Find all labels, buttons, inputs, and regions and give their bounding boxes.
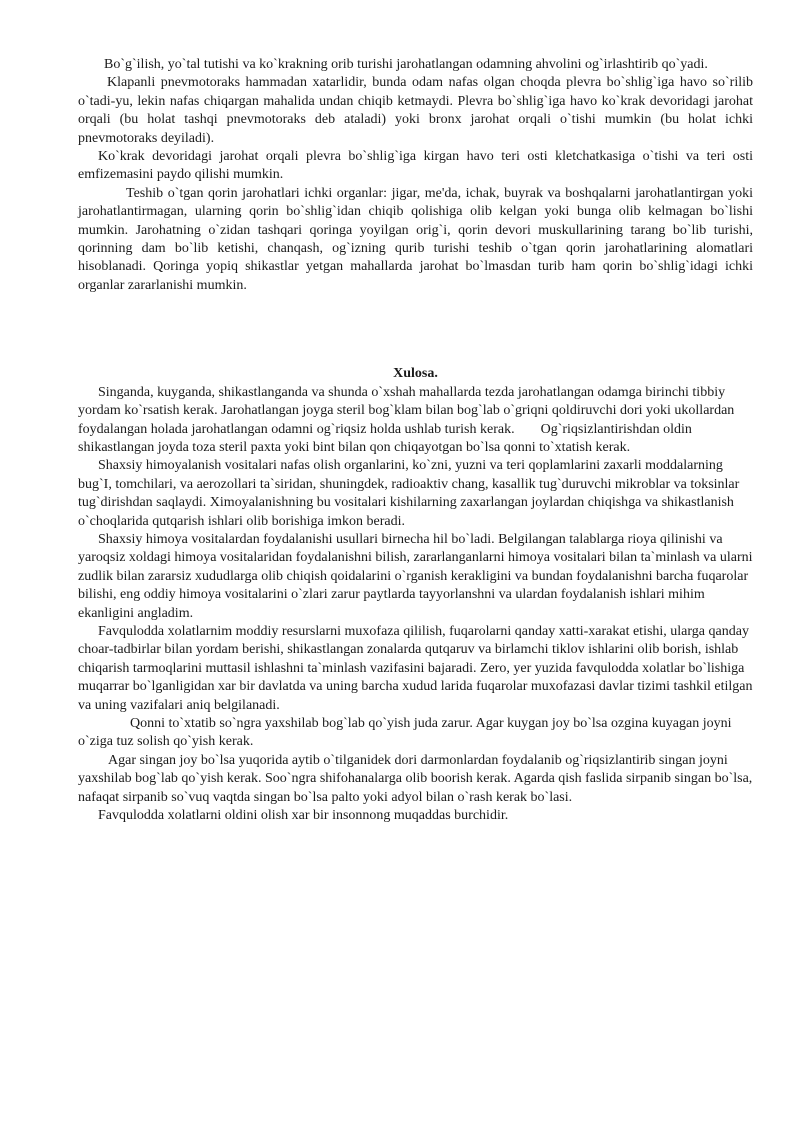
document-page	[78, 56, 753, 825]
conclusion-paragraph-burns: Qonni to`xtatib so`ngra yaxshilab bog`lab qo`yish juda zarur. Agar kuygan joy bo`lsa ozgina kuyagan joyni o`ziga tuz solish qo`yish kerak.	[78, 716, 732, 750]
conclusion-paragraph-fractures: Agar singan joy bo`lsa yuqorida aytib o`tilganidek dori darmonlardan foydalanib og`riqsizlantirib singan joyni yaxshilab bog`lab qo`yish kerak. Soo`ngra shifohanalarga olib boorish kerak. Agarda qish faslida sirpanib singan bo`lsa, nafaqat sirpanib so`vuq vaqtda singan bo`lsa palto yoki adyol bilan o`rash kerak bo`lasi.	[78, 752, 753, 805]
paragraph-valve-pneumothorax: Klapanli pnevmotoraks hammadan xatarlidir, bunda odam nafas olgan choqda plevra bo`shlig`iga havo so`rilib o`tadi-yu, lekin nafas chiqargan mahalida undan chiqib ketmaydi. Plevra bo`shlig`iga havo ko`krak devoridagi jarohat orqali (bu holat tashqi pnevmotoraks deb ataladi) yoki bronx jarohat orqali o`tishi mumkin (bu holat ichki pnevmotoraks deyiladi).	[78, 75, 753, 146]
paragraph-choking: Bo`g`ilish, yo`tal tutishi va ko`krakning orib turishi jarohatlangan odamning ahvolini og`irlashtirib qo`yadi.	[104, 57, 708, 72]
conclusion-first-aid-bleeding: Og`riqsizlantirishdan oldin shikastlangan joyda toza steril paxta yoki bint bilan qon chiqayotgan bo`lsa qonni to`xtatish kerak.	[78, 421, 692, 455]
conclusion-paragraph-protection: Shaxsiy himoyalanish vositalari nafas olish organlarini, ko`zni, yuzni va teri qoplamlarini zaxarli moddalarning bug`I, tomchilari, va aerozollari ta`siridan, shuningdek, radioaktiv chang, kasallik tug`duruvchi mikroblar va toksinlar tug`dirishdan saqlaydi. Ximoyalanishning bu vositalari kishilarning zaxarlangan joylardan chiqishga va shikastlanish o`choqlarida qutqarish ishlari olib borishiga imkon beradi.	[78, 458, 740, 529]
paragraph-abdominal-wounds: Teshib o`tgan qorin jarohatlari ichki organlar: jigar, me'da, ichak, buyrak va boshqalarni jarohatlantirgan yoki jarohatlantirmagan, ularning qorin bo`shlig`idan chiqib qolishiga olib kelgan yoki bunga olib kelmagan bo`lishi mumkin. Jarohatning o`zidan tashqari qoringa yoyilgan orig`i, qorin devori muskullarining tarang bo`lib turishi, qorinning dam bo`lib ketishi, chanqash, og`izning qurib turishi teshib o`tgan qorin jarohatlarining alomatlari hisoblanadi. Qoringa yopiq shikastlar yetgan mahallarda jarohat bo`lmasdan turib ham qorin bo`shlig`idagi ichki organlar zararlanishi mumkin.	[78, 185, 753, 293]
conclusion-paragraph-duty: Favqulodda xolatlarni oldini olish xar bir insonnong muqaddas burchidir.	[98, 808, 509, 824]
spacer	[78, 295, 753, 357]
paragraph-emphysema: Ko`krak devoridagi jarohat orqali plevra bo`shlig`iga kirgan havo teri osti kletchatkasiga o`tishi va teri osti emfizemasini paydo qilishi mumkin.	[78, 149, 753, 183]
conclusion-first-aid-text: Singanda, kuyganda, shikastlanganda va shunda o`xshah mahallarda tezda jarohatlangan odamga birinchi tibbiy yordam ko`rsatish kerak. Jarohatlangan joyga steril bog`klam bilan bog`lab o`griqni qoldiruvchi dori yoki ukollardan foydalangan holada jarohatlangan odamni og`riqsiz holda ushlab turish kerak.	[78, 384, 735, 437]
conclusion-paragraph-emergencies: Favqulodda xolatlarnim moddiy resurslarni muxofaza qililish, fuqarolarni qanday xatti-xarakat etishi, ularga qanday choar-tadbirlar bilan yordam berishi, shikastlangan zonalarda qutqaruv va birlamchi tiklov ishlarini olib borish, ishlab chiqarish tarmoqlarini muttasil ishlashni ta`minlash vazifasini bajaradi. Zero, yer yuzida favqulodda xolatlar bo`lishiga muqarrar bo`lganligidan xar bir davlatda va uning barcha xudud larida fuqarolar muxofazasi davlar tizimi tashkil etilgan va uning vazifalari aniq belgilanadi.	[78, 623, 753, 713]
conclusion-paragraph-first-aid	[78, 384, 753, 458]
conclusion-title: Xulosa.	[393, 366, 438, 382]
conclusion-paragraph-protection-usage: Shaxsiy himoya vositalardan foydalanishi usullari birnecha hil bo`ladi. Belgilangan talablarga rioya qilinishi va yaroqsiz xoldagi himoya vositalaridan foydalanishni bilish, zararlanganlarni himoya vositalari bilan ta`minlash va ularni zudlik bilan zararsiz xududlarga olib chiqish qoidalarini o`rganish kerakligini va bundan foydalanishni barcha fuqarolar bilishi, eng oddiy himoya vositalarini o`zlari zarur paytlarda tayyorlanshni va ulardan foydalanish ishlari mihim ekanligini angladim.	[78, 531, 753, 621]
